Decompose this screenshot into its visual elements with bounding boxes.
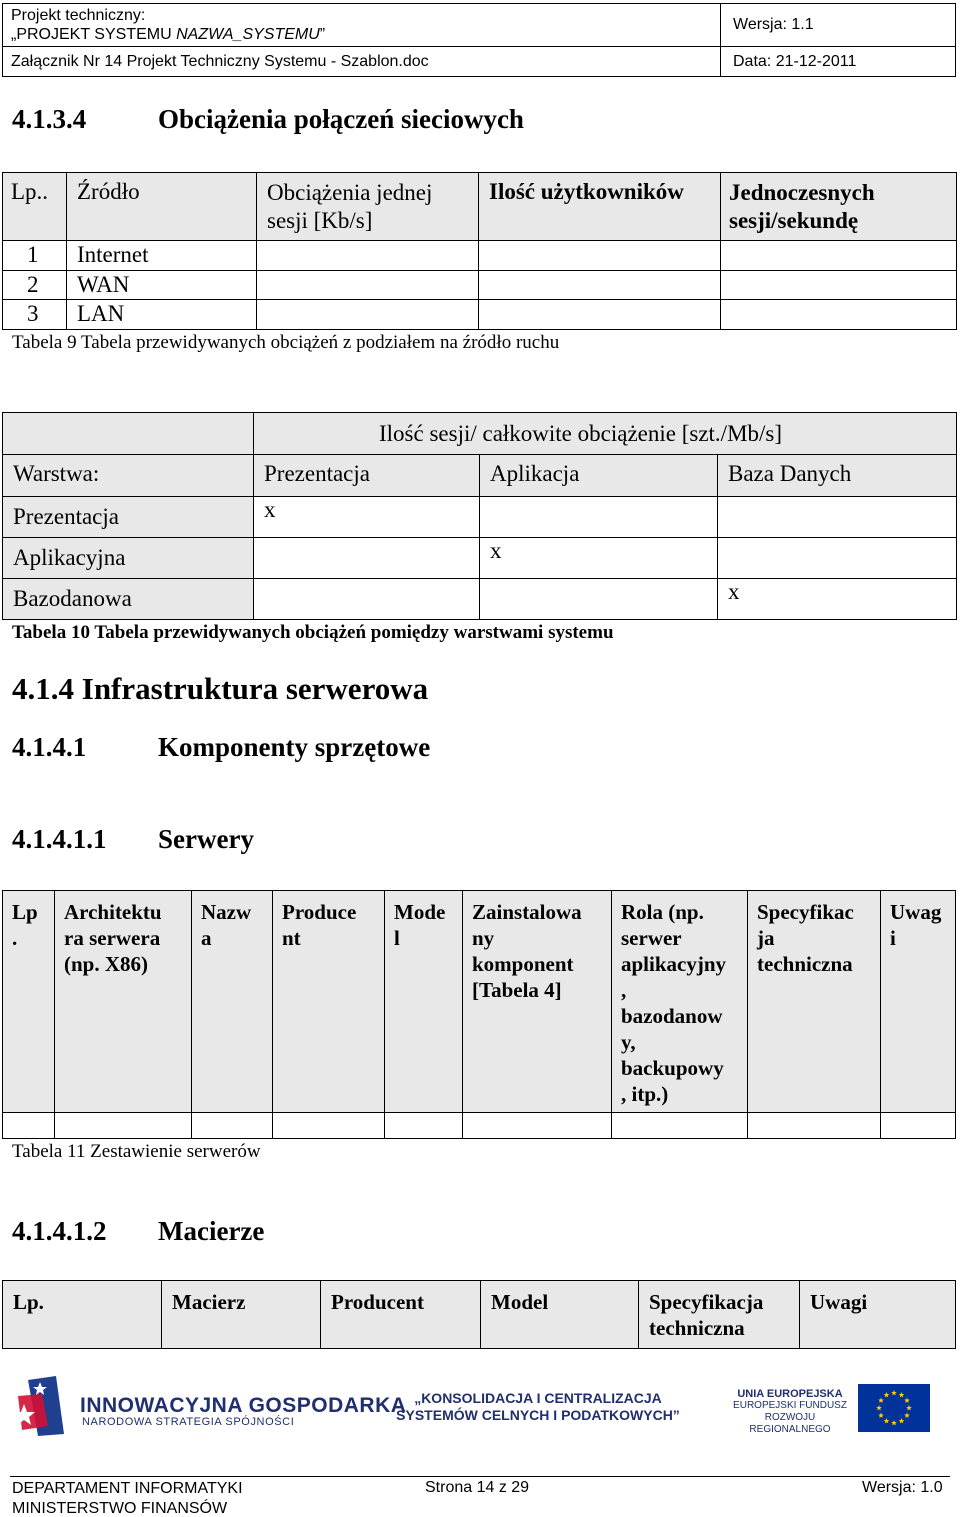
matrix-cell — [480, 579, 718, 620]
header-line: Architektu — [64, 900, 162, 924]
lp-header — [3, 1281, 162, 1349]
header-line: techniczna — [757, 952, 853, 976]
matrix-cell — [254, 538, 480, 579]
col-header-database: Baza Danych — [718, 455, 957, 497]
notes-header — [881, 891, 956, 1113]
row-number: 3 — [3, 300, 67, 330]
lp-header: Lp.. — [3, 173, 67, 241]
matrix-cell — [718, 497, 957, 538]
corner-cell — [3, 413, 254, 455]
network-load-table — [2, 172, 957, 330]
header-line: i — [890, 926, 896, 950]
load-header: Ilość sesji/ całkowite obciążenie [szt./Mb/s] — [254, 413, 957, 455]
header-line: . — [12, 926, 18, 950]
empty-cell — [273, 1113, 385, 1139]
table-row — [3, 300, 957, 330]
col-header-application: Aplikacja — [480, 455, 718, 497]
header-project-cell — [3, 4, 721, 47]
table-row — [3, 1113, 956, 1139]
header-line: Rola (np. — [621, 900, 704, 924]
empty-cell — [748, 1113, 881, 1139]
table9-caption: Tabela 9 Tabela przewidywanych obciążeń z podziałem na źródło ruchu — [12, 332, 560, 353]
header-line: aplikacyjny — [621, 952, 727, 976]
model-header — [481, 1281, 639, 1349]
row-number: 2 — [3, 271, 67, 300]
servers-header-row — [3, 891, 956, 1113]
header-line: Nazw — [201, 900, 252, 924]
header-line: serwer — [621, 926, 682, 950]
header-attachment: Załącznik Nr 14 Projekt Techniczny Systemu - Szablon.doc — [3, 47, 721, 77]
row-users-cell — [479, 300, 721, 330]
spec-header — [639, 1281, 800, 1349]
model-header — [385, 891, 463, 1113]
header-date: Data: 21-12-2011 — [721, 47, 956, 77]
innovative-economy-logo-icon — [8, 1374, 68, 1440]
header-line: backupowy — [621, 1056, 724, 1080]
table10-caption: Tabela 10 Tabela przewidywanych obciążeń pomiędzy warstwami systemu — [12, 622, 614, 643]
row-source: Internet — [67, 241, 257, 271]
header-line: , — [621, 978, 627, 1002]
header-line: Specyfikac — [757, 900, 854, 924]
header-line: Lp. — [13, 1290, 44, 1314]
spec-header — [748, 891, 881, 1113]
footer-version: Wersja: 1.0 — [862, 1479, 943, 1496]
table-row — [3, 241, 957, 271]
header-line: Zainstalowa — [472, 900, 582, 924]
project-name: „KONSOLIDACJA I CENTRALIZACJA SYSTEMÓW CELNYCH I PODATKOWYCH” — [396, 1390, 680, 1423]
header-line: ny — [472, 926, 495, 950]
header-line: l — [394, 926, 400, 950]
header-line: y, — [621, 1030, 636, 1054]
layer-load-table — [2, 412, 957, 620]
header-line: Producent — [331, 1290, 424, 1314]
lp-header — [3, 891, 55, 1113]
row-sessions-cell — [721, 241, 957, 271]
row-label: Prezentacja — [3, 497, 254, 538]
header-line: Produce — [282, 900, 357, 924]
row-number: 1 — [3, 241, 67, 271]
row-source: WAN — [67, 271, 257, 300]
table-row — [3, 579, 957, 620]
innovative-economy-title: INNOWACYJNA GOSPODARKA — [80, 1394, 407, 1417]
header-line: bazodanow — [621, 1004, 723, 1028]
table-row — [3, 538, 957, 579]
header-version: Wersja: 1.1 — [721, 4, 956, 47]
matrix-cell — [480, 497, 718, 538]
header-line: nt — [282, 926, 301, 950]
footer-department: DEPARTAMENT INFORMATYKI MINISTERSTWO FINANSÓW — [12, 1480, 243, 1517]
role-header — [612, 891, 748, 1113]
servers-table — [2, 890, 956, 1139]
row-sessions-cell — [721, 300, 957, 330]
matrix-cell: x — [718, 579, 957, 620]
row-load-cell — [257, 300, 479, 330]
matrix-cell: x — [254, 497, 480, 538]
installed-component-header — [463, 891, 612, 1113]
table-row — [3, 271, 957, 300]
section-heading: 4.1.4.1.1 Serwery — [12, 824, 254, 854]
storage-header-row — [3, 1281, 956, 1349]
concurrent-sessions-header: Jednoczesnych sesji/sekundę — [721, 173, 957, 241]
table-row — [3, 497, 957, 538]
empty-cell — [3, 1113, 55, 1139]
section-heading: 4.1.4.1 Komponenty sprzętowe — [12, 732, 431, 762]
row-load-cell — [257, 271, 479, 300]
notes-header — [800, 1281, 956, 1349]
section-heading: 4.1.4.1.2 Macierze — [12, 1216, 265, 1246]
footer-rule — [10, 1476, 950, 1477]
eu-flag-icon — [858, 1384, 930, 1432]
empty-cell — [192, 1113, 273, 1139]
array-header — [162, 1281, 321, 1349]
storage-arrays-table — [2, 1280, 956, 1349]
col-header-presentation: Prezentacja — [254, 455, 480, 497]
header-line: (np. X86) — [64, 952, 149, 976]
row-load-cell — [257, 241, 479, 271]
users-count-header: Ilość użytkowników — [479, 173, 721, 241]
architecture-header — [55, 891, 192, 1113]
row-users-cell — [479, 271, 721, 300]
header-line: Uwag — [890, 900, 942, 924]
logo-bar — [0, 1372, 960, 1444]
section-heading: 4.1.4 Infrastruktura serwerowa — [12, 671, 429, 706]
matrix-cell — [254, 579, 480, 620]
manufacturer-header — [273, 891, 385, 1113]
header-line: ja — [757, 926, 775, 950]
row-source: LAN — [67, 300, 257, 330]
header-line: Mode — [394, 900, 446, 924]
header-system-name: „PROJEKT SYSTEMU NAZWA_SYSTEMU” — [11, 26, 326, 43]
row-sessions-cell — [721, 271, 957, 300]
section-heading: 4.1.3.4 Obciążenia połączeń sieciowych — [12, 104, 524, 134]
row-label: Aplikacyjna — [3, 538, 254, 579]
page-header — [2, 3, 956, 77]
row-users-cell — [479, 241, 721, 271]
matrix-cell: x — [480, 538, 718, 579]
header-line: ra serwera — [64, 926, 161, 950]
header-line: Lp — [12, 900, 38, 924]
layer-label: Warstwa: — [3, 455, 254, 497]
header-line: komponent — [472, 952, 574, 976]
header-line: Specyfikacja — [649, 1290, 764, 1314]
empty-cell — [463, 1113, 612, 1139]
name-header — [192, 891, 273, 1113]
header-line: [Tabela 4] — [472, 978, 562, 1002]
empty-cell — [612, 1113, 748, 1139]
manufacturer-header — [321, 1281, 481, 1349]
session-load-header: Obciążenia jednej sesji [Kb/s] — [257, 173, 479, 241]
eu-fund-text: UNIA EUROPEJSKA EUROPEJSKI FUNDUSZ ROZWOJU REGIONALNEGO — [733, 1388, 847, 1435]
header-project-label: Projekt techniczny: — [11, 7, 146, 24]
empty-cell — [881, 1113, 956, 1139]
header-line: a — [201, 926, 212, 950]
header-line: Macierz — [172, 1290, 246, 1314]
row-label: Bazodanowa — [3, 579, 254, 620]
footer-page-number: Strona 14 z 29 — [425, 1479, 530, 1496]
source-header: Źródło — [67, 173, 257, 241]
matrix-cell — [718, 538, 957, 579]
empty-cell — [55, 1113, 192, 1139]
empty-cell — [385, 1113, 463, 1139]
header-line: , itp.) — [621, 1082, 669, 1106]
header-line: techniczna — [649, 1316, 745, 1340]
header-line: Model — [491, 1290, 549, 1314]
cohesion-strategy-subtitle: NARODOWA STRATEGIA SPÓJNOŚCI — [82, 1416, 295, 1428]
table11-caption: Tabela 11 Zestawienie serwerów — [12, 1141, 261, 1162]
header-line: Uwagi — [810, 1290, 868, 1314]
